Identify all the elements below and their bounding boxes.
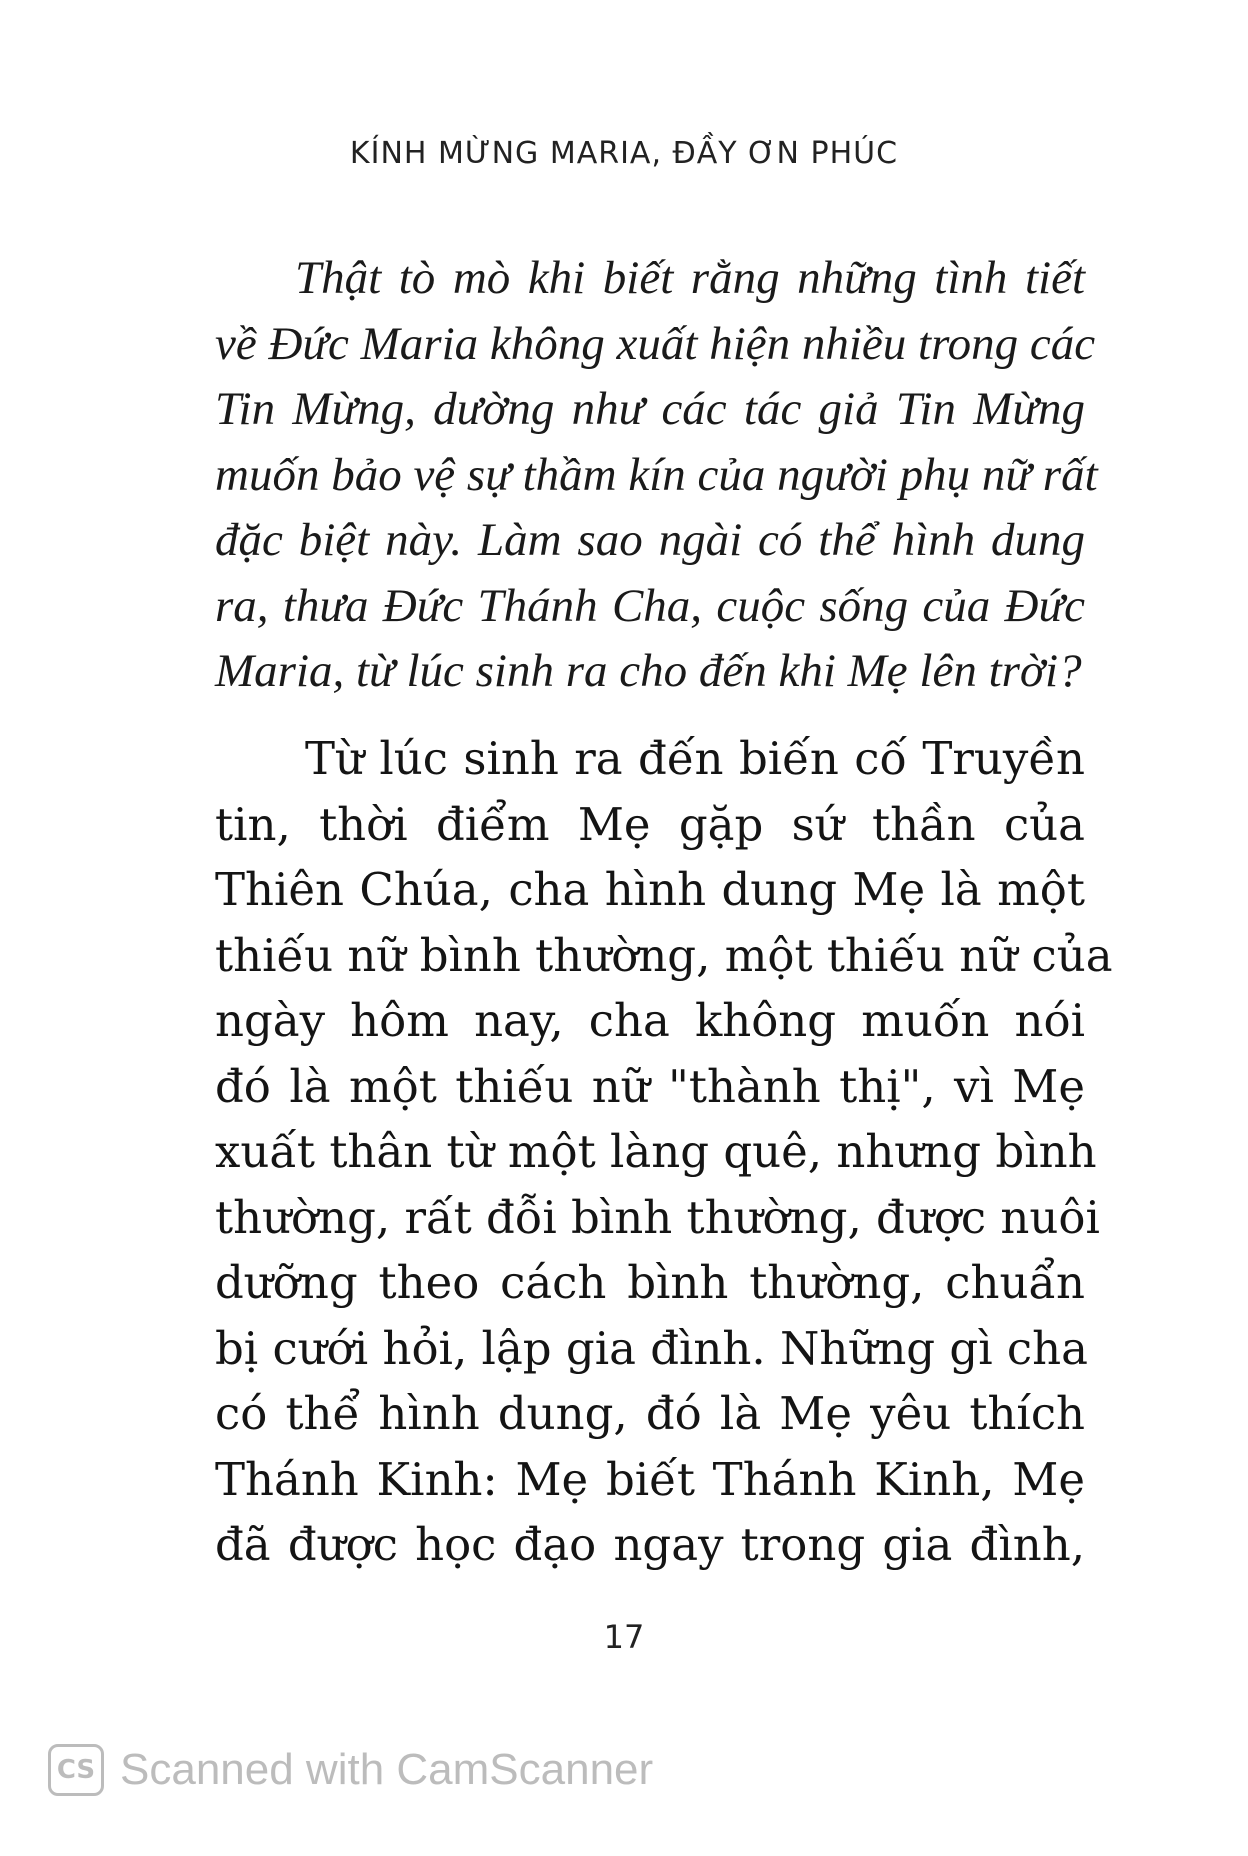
answer-line: dưỡng theo cách bình thường, chuẩn	[215, 1256, 1085, 1309]
question-line: Tin Mừng, dường như các tác giả Tin Mừng	[215, 383, 1085, 435]
answer-line: có thể hình dung, đó là Mẹ yêu thích	[215, 1387, 1085, 1440]
watermark-text: Scanned with CamScanner	[120, 1745, 654, 1794]
scanner-watermark	[48, 1744, 653, 1796]
question-line: đặc biệt này. Làm sao ngài có thể hình dung	[215, 514, 1085, 566]
answer-line: bị cưới hỏi, lập gia đình. Những gì cha	[215, 1321, 1088, 1375]
running-header: KÍNH MỪNG MARIA, ĐẦY ƠN PHÚC	[349, 136, 899, 171]
question-line: ra, thưa Đức Thánh Cha, cuộc sống của Đức	[215, 579, 1085, 632]
answer-paragraph	[215, 726, 1113, 1578]
answer-line: thường, rất đỗi bình thường, được nuôi	[215, 1190, 1100, 1244]
answer-line: Thánh Kinh: Mẹ biết Thánh Kinh, Mẹ	[215, 1452, 1085, 1506]
answer-line: xuất thân từ một làng quê, nhưng bình	[215, 1125, 1097, 1178]
question-line: Thật tò mò khi biết rằng những tình tiết	[295, 252, 1085, 304]
answer-line: đã được học đạo ngay trong gia đình,	[215, 1518, 1085, 1571]
answer-line: ngày hôm nay, cha không muốn nói	[215, 994, 1085, 1047]
answer-line: Thiên Chúa, cha hình dung Mẹ là một	[215, 863, 1085, 916]
answer-line: đó là một thiếu nữ "thành thị", vì Mẹ	[215, 1059, 1085, 1113]
camscanner-logo-icon: CS	[48, 1744, 104, 1796]
question-line: muốn bảo vệ sự thầm kín của người phụ nữ rất	[215, 448, 1098, 501]
page-number: 17	[603, 1618, 645, 1656]
question-line: về Đức Maria không xuất hiện nhiều trong các	[215, 317, 1096, 370]
answer-line: tin, thời điểm Mẹ gặp sứ thần của	[215, 797, 1085, 851]
answer-line: thiếu nữ bình thường, một thiếu nữ của	[215, 928, 1113, 982]
question-paragraph	[215, 246, 1098, 705]
answer-line: Từ lúc sinh ra đến biến cố Truyền	[305, 732, 1085, 785]
question-line: Maria, từ lúc sinh ra cho đến khi Mẹ lên trời?	[215, 645, 1082, 697]
